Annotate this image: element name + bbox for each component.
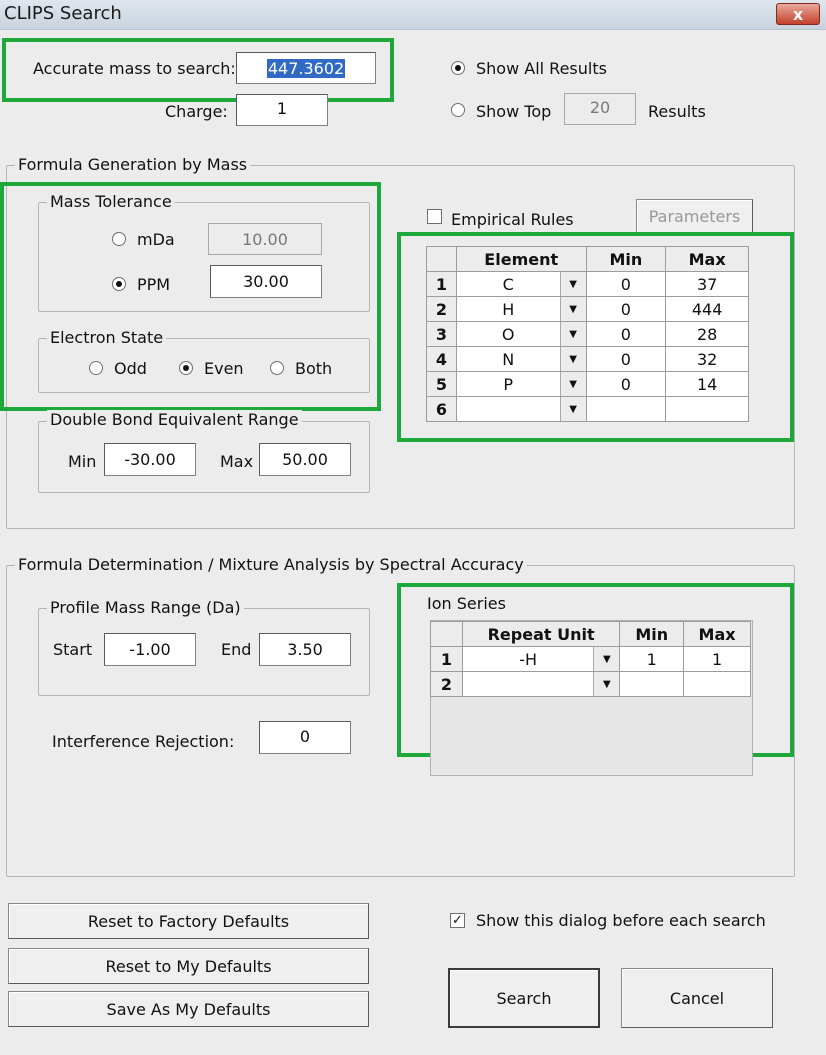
window-title: CLIPS Search — [4, 3, 122, 24]
show-dialog-checkbox[interactable] — [450, 913, 465, 928]
close-icon: x — [792, 4, 804, 24]
row-number: 1 — [431, 647, 463, 672]
repeat-unit-value: -H — [519, 649, 537, 669]
show-dialog-label: Show this dialog before each search — [476, 911, 766, 930]
empirical-rules-label: Empirical Rules — [451, 210, 574, 229]
ion-max-cell[interactable] — [684, 672, 751, 697]
repeat-unit-header: Repeat Unit — [462, 622, 619, 647]
check-icon: ✓ — [452, 913, 463, 928]
element-min-cell[interactable]: 0 — [586, 347, 666, 372]
repeat-unit-dropdown[interactable] — [462, 647, 619, 672]
element-max-cell[interactable]: 32 — [666, 347, 749, 372]
mda-label: mDa — [137, 230, 175, 249]
element-table — [426, 246, 749, 422]
max-header: Max — [684, 622, 751, 647]
cancel-button[interactable]: Cancel — [621, 968, 773, 1028]
chevron-down-icon[interactable]: ▼ — [560, 372, 586, 396]
repeat-unit-dropdown[interactable] — [462, 672, 619, 697]
show-all-radio[interactable] — [451, 61, 465, 75]
chevron-down-icon[interactable]: ▼ — [560, 297, 586, 321]
show-top-label: Show Top — [476, 102, 552, 121]
element-min-cell[interactable]: 0 — [586, 322, 666, 347]
element-dropdown[interactable] — [456, 297, 586, 322]
reset-factory-defaults-button[interactable]: Reset to Factory Defaults — [8, 903, 369, 939]
table-row — [427, 322, 749, 347]
start-label: Start — [53, 640, 93, 659]
element-value: H — [502, 299, 515, 319]
row-number: 1 — [427, 272, 457, 297]
min-header: Min — [620, 622, 684, 647]
mass-value: 447.3602 — [267, 58, 345, 78]
table-row — [431, 672, 751, 697]
ion-series-table — [430, 621, 751, 697]
dbe-min-input[interactable]: -30.00 — [104, 443, 196, 476]
table-corner — [431, 622, 463, 647]
table-corner — [427, 247, 457, 272]
search-button[interactable]: Search — [448, 968, 600, 1028]
row-number: 6 — [427, 397, 457, 422]
close-button[interactable] — [776, 3, 820, 25]
row-number: 2 — [431, 672, 463, 697]
element-table-header — [427, 247, 749, 272]
chevron-down-icon[interactable]: ▼ — [593, 672, 619, 696]
end-label: End — [221, 640, 252, 659]
show-top-radio[interactable] — [451, 103, 465, 117]
ppm-input[interactable]: 30.00 — [210, 265, 322, 298]
mda-input[interactable]: 10.00 — [208, 223, 322, 255]
table-row — [427, 372, 749, 397]
element-value: P — [503, 374, 514, 394]
mass-label: Accurate mass to search: — [33, 59, 236, 78]
element-dropdown[interactable] — [456, 272, 586, 297]
element-max-cell[interactable]: 37 — [666, 272, 749, 297]
table-row — [427, 272, 749, 297]
ppm-label: PPM — [137, 275, 171, 294]
even-label: Even — [204, 359, 244, 378]
element-max-cell[interactable]: 14 — [666, 372, 749, 397]
element-min-cell[interactable] — [586, 397, 666, 422]
formula-generation-legend: Formula Generation by Mass — [15, 155, 250, 174]
dbe-max-input[interactable]: 50.00 — [259, 443, 351, 476]
ion-series-legend: Ion Series — [427, 594, 506, 613]
ion-min-cell[interactable]: 1 — [620, 647, 684, 672]
save-my-defaults-button[interactable]: Save As My Defaults — [8, 991, 369, 1027]
chevron-down-icon[interactable]: ▼ — [560, 397, 586, 421]
profile-range-legend: Profile Mass Range (Da) — [47, 598, 244, 617]
element-min-cell[interactable]: 0 — [586, 297, 666, 322]
chevron-down-icon[interactable]: ▼ — [560, 272, 586, 296]
ion-max-cell[interactable]: 1 — [684, 647, 751, 672]
dbe-legend: Double Bond Equivalent Range — [47, 410, 302, 429]
empirical-rules-checkbox[interactable] — [427, 209, 442, 224]
table-row — [431, 647, 751, 672]
table-row — [427, 347, 749, 372]
element-min-cell[interactable]: 0 — [586, 272, 666, 297]
chevron-down-icon[interactable]: ▼ — [593, 647, 619, 671]
element-header: Element — [456, 247, 586, 272]
mass-tolerance-legend: Mass Tolerance — [47, 192, 175, 211]
element-dropdown[interactable] — [456, 347, 586, 372]
element-dropdown[interactable] — [456, 372, 586, 397]
element-dropdown[interactable] — [456, 397, 586, 422]
dbe-max-label: Max — [220, 452, 254, 471]
end-input[interactable]: 3.50 — [259, 633, 351, 666]
show-all-label: Show All Results — [476, 59, 607, 78]
interference-input[interactable]: 0 — [259, 721, 351, 754]
reset-my-defaults-button[interactable]: Reset to My Defaults — [8, 948, 369, 984]
element-max-cell[interactable]: 28 — [666, 322, 749, 347]
electron-state-legend: Electron State — [47, 328, 166, 347]
element-value: C — [502, 274, 514, 294]
row-number: 2 — [427, 297, 457, 322]
odd-label: Odd — [114, 359, 147, 378]
element-dropdown[interactable] — [456, 322, 586, 347]
chevron-down-icon[interactable]: ▼ — [560, 347, 586, 371]
element-value: N — [502, 349, 515, 369]
start-input[interactable]: -1.00 — [104, 633, 196, 666]
results-label: Results — [648, 102, 706, 121]
dbe-min-label: Min — [68, 452, 97, 471]
charge-label: Charge: — [165, 102, 228, 121]
row-number: 5 — [427, 372, 457, 397]
row-number: 3 — [427, 322, 457, 347]
show-top-input[interactable]: 20 — [564, 93, 636, 125]
max-header: Max — [666, 247, 749, 272]
ion-min-cell[interactable] — [620, 672, 684, 697]
interference-label: Interference Rejection: — [52, 732, 235, 751]
table-row — [427, 297, 749, 322]
mass-input[interactable] — [236, 52, 376, 84]
row-number: 4 — [427, 347, 457, 372]
element-max-cell[interactable]: 444 — [666, 297, 749, 322]
title-bar — [0, 0, 826, 30]
table-row — [427, 397, 749, 422]
formula-determination-legend: Formula Determination / Mixture Analysis by Spectral Accuracy — [15, 555, 527, 574]
parameters-button[interactable]: Parameters — [636, 199, 753, 233]
min-header: Min — [586, 247, 666, 272]
both-label: Both — [295, 359, 333, 378]
element-value: O — [501, 324, 515, 344]
tolerance-highlight-box — [0, 182, 381, 411]
element-min-cell[interactable]: 0 — [586, 372, 666, 397]
ion-series-header — [431, 622, 751, 647]
element-max-cell[interactable] — [666, 397, 749, 422]
charge-input[interactable]: 1 — [236, 94, 328, 126]
chevron-down-icon[interactable]: ▼ — [560, 322, 586, 346]
